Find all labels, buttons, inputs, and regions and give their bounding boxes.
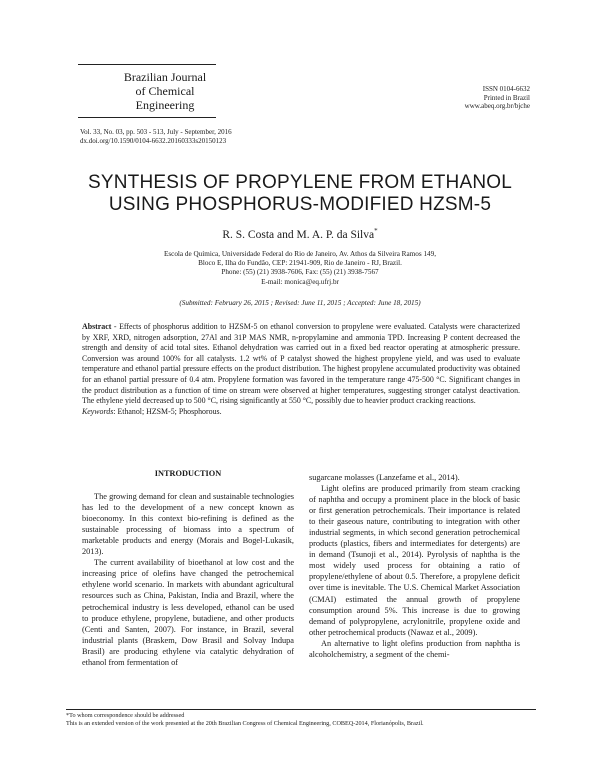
affiliation-line2: Bloco E, Ilha do Fundão, CEP: 21941-909, Rio de Janeiro - RJ, Brazil. [198,259,402,268]
intro-paragraph-2: The current availability of bioethanol at low cost and the increasing price of olefins have changed the petrochemical ethylene world scenario. In markets with abundant agricultural resources such as China, Pakistan, India and Brazil, where the petrochemical industry is less developed, ethanol can be used to produce ethylene, propylene, butadiene, and other products (Centi and Santen, 2007). For instance, in Brazil, several industrial plants (Braskem, Dow Brasil and Solvay Indupa Brasil) are producing ethylene via catalytic dehydration of ethanol from fermentation of [82,558,294,667]
intro-paragraph-2-continued: sugarcane molasses (Lanzefame et al., 2014). [309,473,460,482]
journal-name [105,70,225,112]
volume-info: Vol. 33, No. 03, pp. 503 - 513, July - September, 2016 [80,128,232,136]
issn-number: ISSN 0104-6632 [482,85,530,93]
footnote-rule [66,709,536,710]
doi[interactable]: dx.doi.org/10.1590/0104-6632.20160333s20150123 [80,136,227,145]
affiliation [120,250,480,287]
paper-title [60,172,540,216]
masthead-top-rule [78,64,216,65]
left-column [82,468,294,668]
footnote-extended-version: This is an extended version of the work presented at the 20th Brazilian Congress of Chemical Engineering, COBEQ-2014, Florianópolis, Brazil. [66,720,424,727]
intro-paragraph-1: The growing demand for clean and sustainable technologies has led to the development of a new concept known as bioeconomy. In this context bio-refining is defined as the sustainable processing of biomass into a spectrum of marketable products and energy (Morais and Bogel-Lukasik, 2013). [82,492,294,557]
journal-name-line2: of Chemical [135,84,195,98]
submission-dates: (Submitted: February 26, 2015 ; Revised: June 11, 2015 ; Accepted: June 18, 2015) [179,299,421,307]
intro-paragraph-4: An alternative to light olefins production from naphtha is alcoholchemistry, a segment of the chemi- [309,638,520,659]
footnote-corresponding: *To whom correspondence should be addressed [66,712,185,719]
citation-block [80,128,380,145]
affiliation-line3: Phone: (55) (21) 3938-7606, Fax: (55) (21) 3938-7567 [221,268,379,277]
right-column [309,472,520,660]
intro-paragraph-3: Light olefins are produced primarily from steam cracking of naphtha and occupy a prominent place in the block of basic or first generation petrochemicals. Their importance is related to their gaseous nature, contributing to integration with other industrial segments, in which second generation petrochemical products (plastics, fibers and intermediates for detergents) are in demand (Tsunoji et al., 2014). Pyrolysis of naphtha is the most widely used process for obtaining a ratio of propylene/ethylene of about 0.5. Therefore, a propylene deficit over time is inevitable. The U.S. Chemical Market Association (CMAI) estimated the annual growth of propylene consumption around 5%. This increase is due to growing demand of polypropylene, acrylonitrile, propylene oxide and other petrochemical products (Nawaz et al., 2009). [309,484,520,637]
keywords-label: Keywords [82,406,114,416]
authors [0,227,600,241]
journal-name-line3: Engineering [135,98,195,112]
affiliation-line1: Escola de Química, Universidade Federal do Rio de Janeiro, Av. Athos da Silveira Ramos 149, [163,250,437,258]
corresponding-mark: * [374,227,378,235]
affiliation-email[interactable]: E-mail: monica@eq.ufrj.br [261,277,339,286]
author-names: R. S. Costa and M. A. P. da Silva [222,228,375,241]
journal-name-line1: Brazilian Journal [123,70,207,84]
issn-block [400,85,530,111]
journal-url[interactable]: www.abeq.org.br/bjche [464,102,530,110]
abstract [82,322,520,417]
title-line2: USING PHOSPHORUS-MODIFIED HZSM-5 [108,194,492,215]
masthead-bottom-rule [78,117,216,118]
keywords: : Ethanol; HZSM-5; Phosphorous. [113,406,222,416]
abstract-text: - Effects of phosphorus addition to HZSM-5 on ethanol conversion to propylene were evaluated. Catalysts were characterized by XRF, XRD, nitrogen adsorption, 27Al and 31P MAS NMR, n-propylamine and ammonia TPD. Increasing P content decreased the strength and density of acid total sites. Ethanol dehydration was carried out in a fixed bed reactor operating at atmospheric pressure. Conversion was around 100% for all catalysts. 1.2 wt% of P catalyst showed the highest propylene yield, and was used to evaluate temperature and ethanol partial pressure effects on the product distribution. The highest propylene accumulated productivity was obtained for an ethanol partial pressure of 0.4 atm. Propylene formation was favored in the temperature range 475-500 °C. Significant changes in the product distribution as a function of time on stream were observed at higher temperatures, suggesting stronger catalyst deactivation. The ethylene yield decreased up to 500 °C, rising significantly at 550 °C, possibly due to heavier product cracking reactions. [82,322,520,406]
abstract-label: Abstract [82,322,112,331]
printed-in: Printed in Brazil [483,93,530,102]
title-line1: SYNTHESIS OF PROPYLENE FROM ETHANOL [87,172,513,193]
section-heading-introduction: INTRODUCTION [154,469,222,478]
